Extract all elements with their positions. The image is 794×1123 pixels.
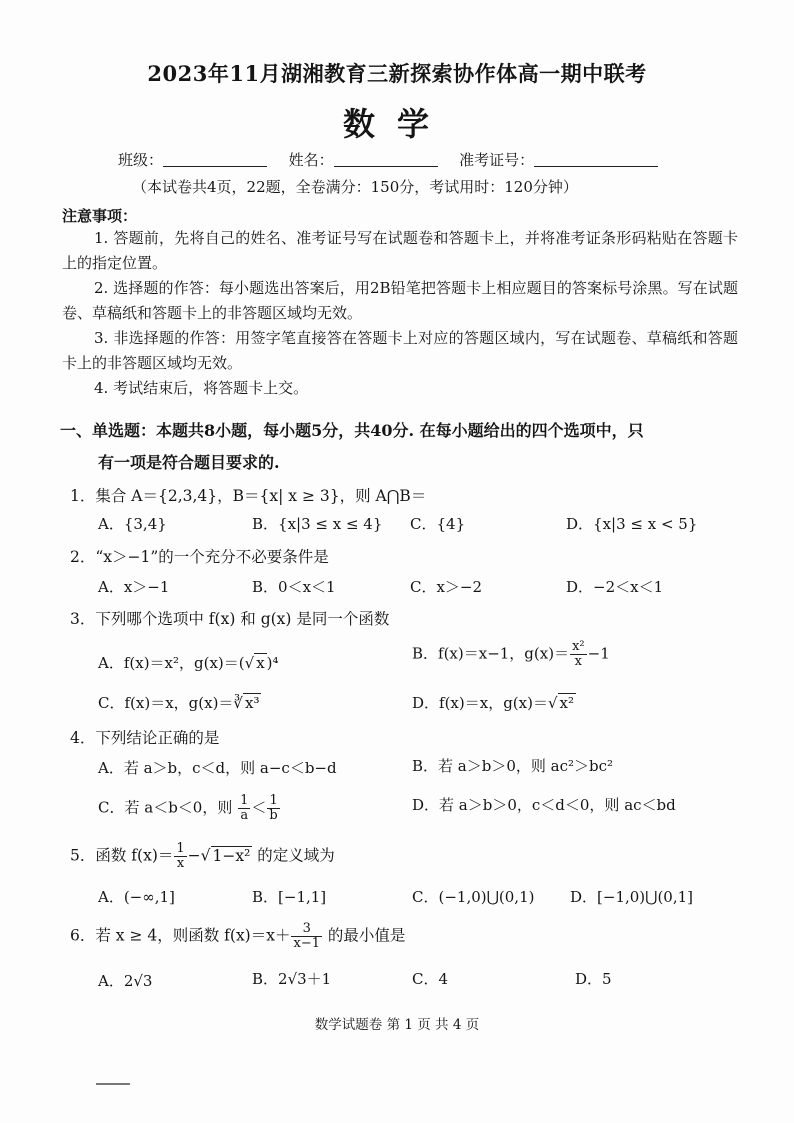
q6-option-a: A．2√3 [98, 972, 153, 990]
q3-d-radicand: x² [559, 694, 575, 712]
q6-option-b: B．2√3＋1 [252, 970, 332, 988]
q6-option-c: C．4 [412, 970, 449, 988]
q1-option-a: A．{3,4} [98, 515, 167, 533]
question-2-stem: 2．“x＞−1”的一个充分不必要条件是 [70, 548, 329, 566]
q4-c-fraction-2 [267, 794, 279, 823]
q5-stem-mid: −√ [187, 846, 211, 865]
q5-stem-suffix: 的定义域为 [252, 846, 335, 865]
q3-option-a: A．f(x)＝x²，g(x)＝(√ x )⁴ [98, 654, 279, 672]
q2-option-a: A．x＞−1 [98, 578, 170, 596]
notice-item: 2. 选择题的作答：每小题选出答案后，用2B铅笔把答题卡上相应题目的答案标号涂黑。写在试题卷、草稿纸和答题卡上的非答题区域均无效。 [62, 279, 738, 322]
q4-c-num-1: 1 [240, 793, 249, 808]
q1-option-c: C．{4} [410, 515, 466, 533]
question-1-stem: 1．集合 A＝{2,3,4}，B＝{x| x ≥ 3}，则 A⋂B＝ [70, 487, 427, 505]
student-info-row [118, 149, 658, 170]
q4-c-fraction-1 [238, 794, 250, 823]
class-label: 班级： [118, 151, 164, 169]
q4-option-a: A．若 a＞b，c＜d，则 a−c＜b−d [98, 759, 337, 777]
q3-a-suffix: )⁴ [266, 654, 279, 672]
q5-stem-prefix: 5．函数 f(x)＝ [70, 846, 174, 865]
q5-option-d: D．[−1,0)⋃(0,1] [570, 888, 694, 906]
notice-item: 1. 答题前，先将自己的姓名、准考证号写在试题卷和答题卡上，并将准考证条形码粘贴在答题卡上的指定位置。 [62, 229, 738, 272]
ticket-label: 准考证号： [459, 151, 535, 169]
q6-stem-suffix: 的最小值是 [322, 926, 406, 945]
q3-a-prefix: A．f(x)＝x²，g(x)＝( [98, 654, 245, 672]
ticket-blank [534, 152, 658, 167]
q6-denominator: x−1 [293, 936, 320, 951]
q1-option-d: D．{x|3 ≤ x < 5} [566, 515, 698, 533]
question-6-stem [70, 922, 405, 951]
q6-option-d: D．5 [575, 970, 612, 988]
q4-c-num-2: 1 [267, 794, 279, 809]
class-blank [163, 152, 267, 167]
section-heading [60, 415, 740, 479]
q2-option-d: D．−2＜x＜1 [566, 578, 664, 596]
q2-option-b: B．0＜x＜1 [252, 578, 336, 596]
q5-option-a: A．(−∞,1] [98, 888, 175, 906]
q5-denominator: x [176, 856, 185, 871]
q5-numerator: 1 [176, 841, 185, 856]
q5-fraction [174, 842, 186, 871]
scan-mark [96, 1083, 130, 1085]
q6-fraction [291, 922, 322, 951]
notice-heading: 注意事项： [62, 207, 138, 225]
q3-option-b [412, 640, 610, 669]
q6-numerator: 3 [291, 922, 322, 937]
q4-c-den-2: b [269, 808, 278, 823]
section-line-1: 一、单选题：本题共8小题，每小题5分，共40分. 在每小题给出的四个选项中，只 [60, 421, 644, 440]
q3-b-fraction [570, 640, 587, 669]
section-line-2: 有一项是符合题目要求的. [98, 453, 280, 472]
notice-item: 3. 非选择题的作答：用签字笔直接答在答题卡上对应的答题区域内，写在试题卷、草稿纸和答题卡上的非答题区域均无效。 [62, 329, 738, 372]
q3-b-numerator: x² [572, 639, 585, 654]
subject-title: 数学 [342, 105, 451, 143]
q4-option-d: D．若 a＞b＞0，c＜d＜0，则 ac＜bd [412, 796, 676, 814]
question-3-stem: 3．下列哪个选项中 f(x) 和 g(x) 是同一个函数 [70, 610, 390, 628]
name-label: 姓名： [288, 151, 334, 169]
notice-item: 4. 考试结束后，将答题卡上交。 [94, 379, 309, 397]
q3-option-d [412, 692, 576, 713]
q3-d-prefix: D．f(x)＝x，g(x)＝√ [412, 694, 558, 712]
q3-option-c [98, 692, 261, 713]
q3-b-denominator: x [574, 654, 583, 669]
q5-radicand: 1−x² [212, 846, 251, 865]
q4-c-prefix: C．若 a＜b＜0，则 [98, 798, 233, 817]
q2-option-c: C．x＞−2 [410, 578, 483, 596]
q1-option-b: B．{x|3 ≤ x ≤ 4} [252, 515, 383, 533]
question-4-stem: 4．下列结论正确的是 [70, 729, 220, 747]
page-footer: 数学试题卷 第 1 页 共 4 页 [314, 1017, 480, 1033]
exam-info: （本试卷共4页，22题，全卷满分：150分，考试用时：120分钟） [132, 178, 578, 196]
q5-option-c: C．(−1,0)⋃(0,1) [412, 888, 535, 906]
q3-b-prefix: B．f(x)＝x−1，g(x)＝ [412, 644, 570, 663]
name-blank [334, 152, 438, 167]
q4-c-less-than: ＜ [251, 798, 267, 817]
exam-title: 2023年11月湖湘教育三新探索协作体高一期中联考 [147, 61, 647, 86]
q3-b-suffix: −1 [587, 644, 610, 663]
q3-c-prefix: C．f(x)＝x，g(x)＝∛ [98, 694, 243, 712]
q4-c-den-1: a [240, 808, 249, 823]
q3-c-radicand: x³ [244, 694, 260, 712]
q6-stem-prefix: 6．若 x ≥ 4，则函数 f(x)＝x＋ [70, 926, 291, 945]
q4-option-c [98, 794, 281, 823]
q5-option-b: B．[−1,1] [252, 888, 327, 906]
q3-a-radicand: x [256, 654, 265, 672]
question-5-stem [70, 842, 335, 871]
q4-option-b: B．若 a＞b＞0，则 ac²＞bc² [412, 757, 614, 775]
